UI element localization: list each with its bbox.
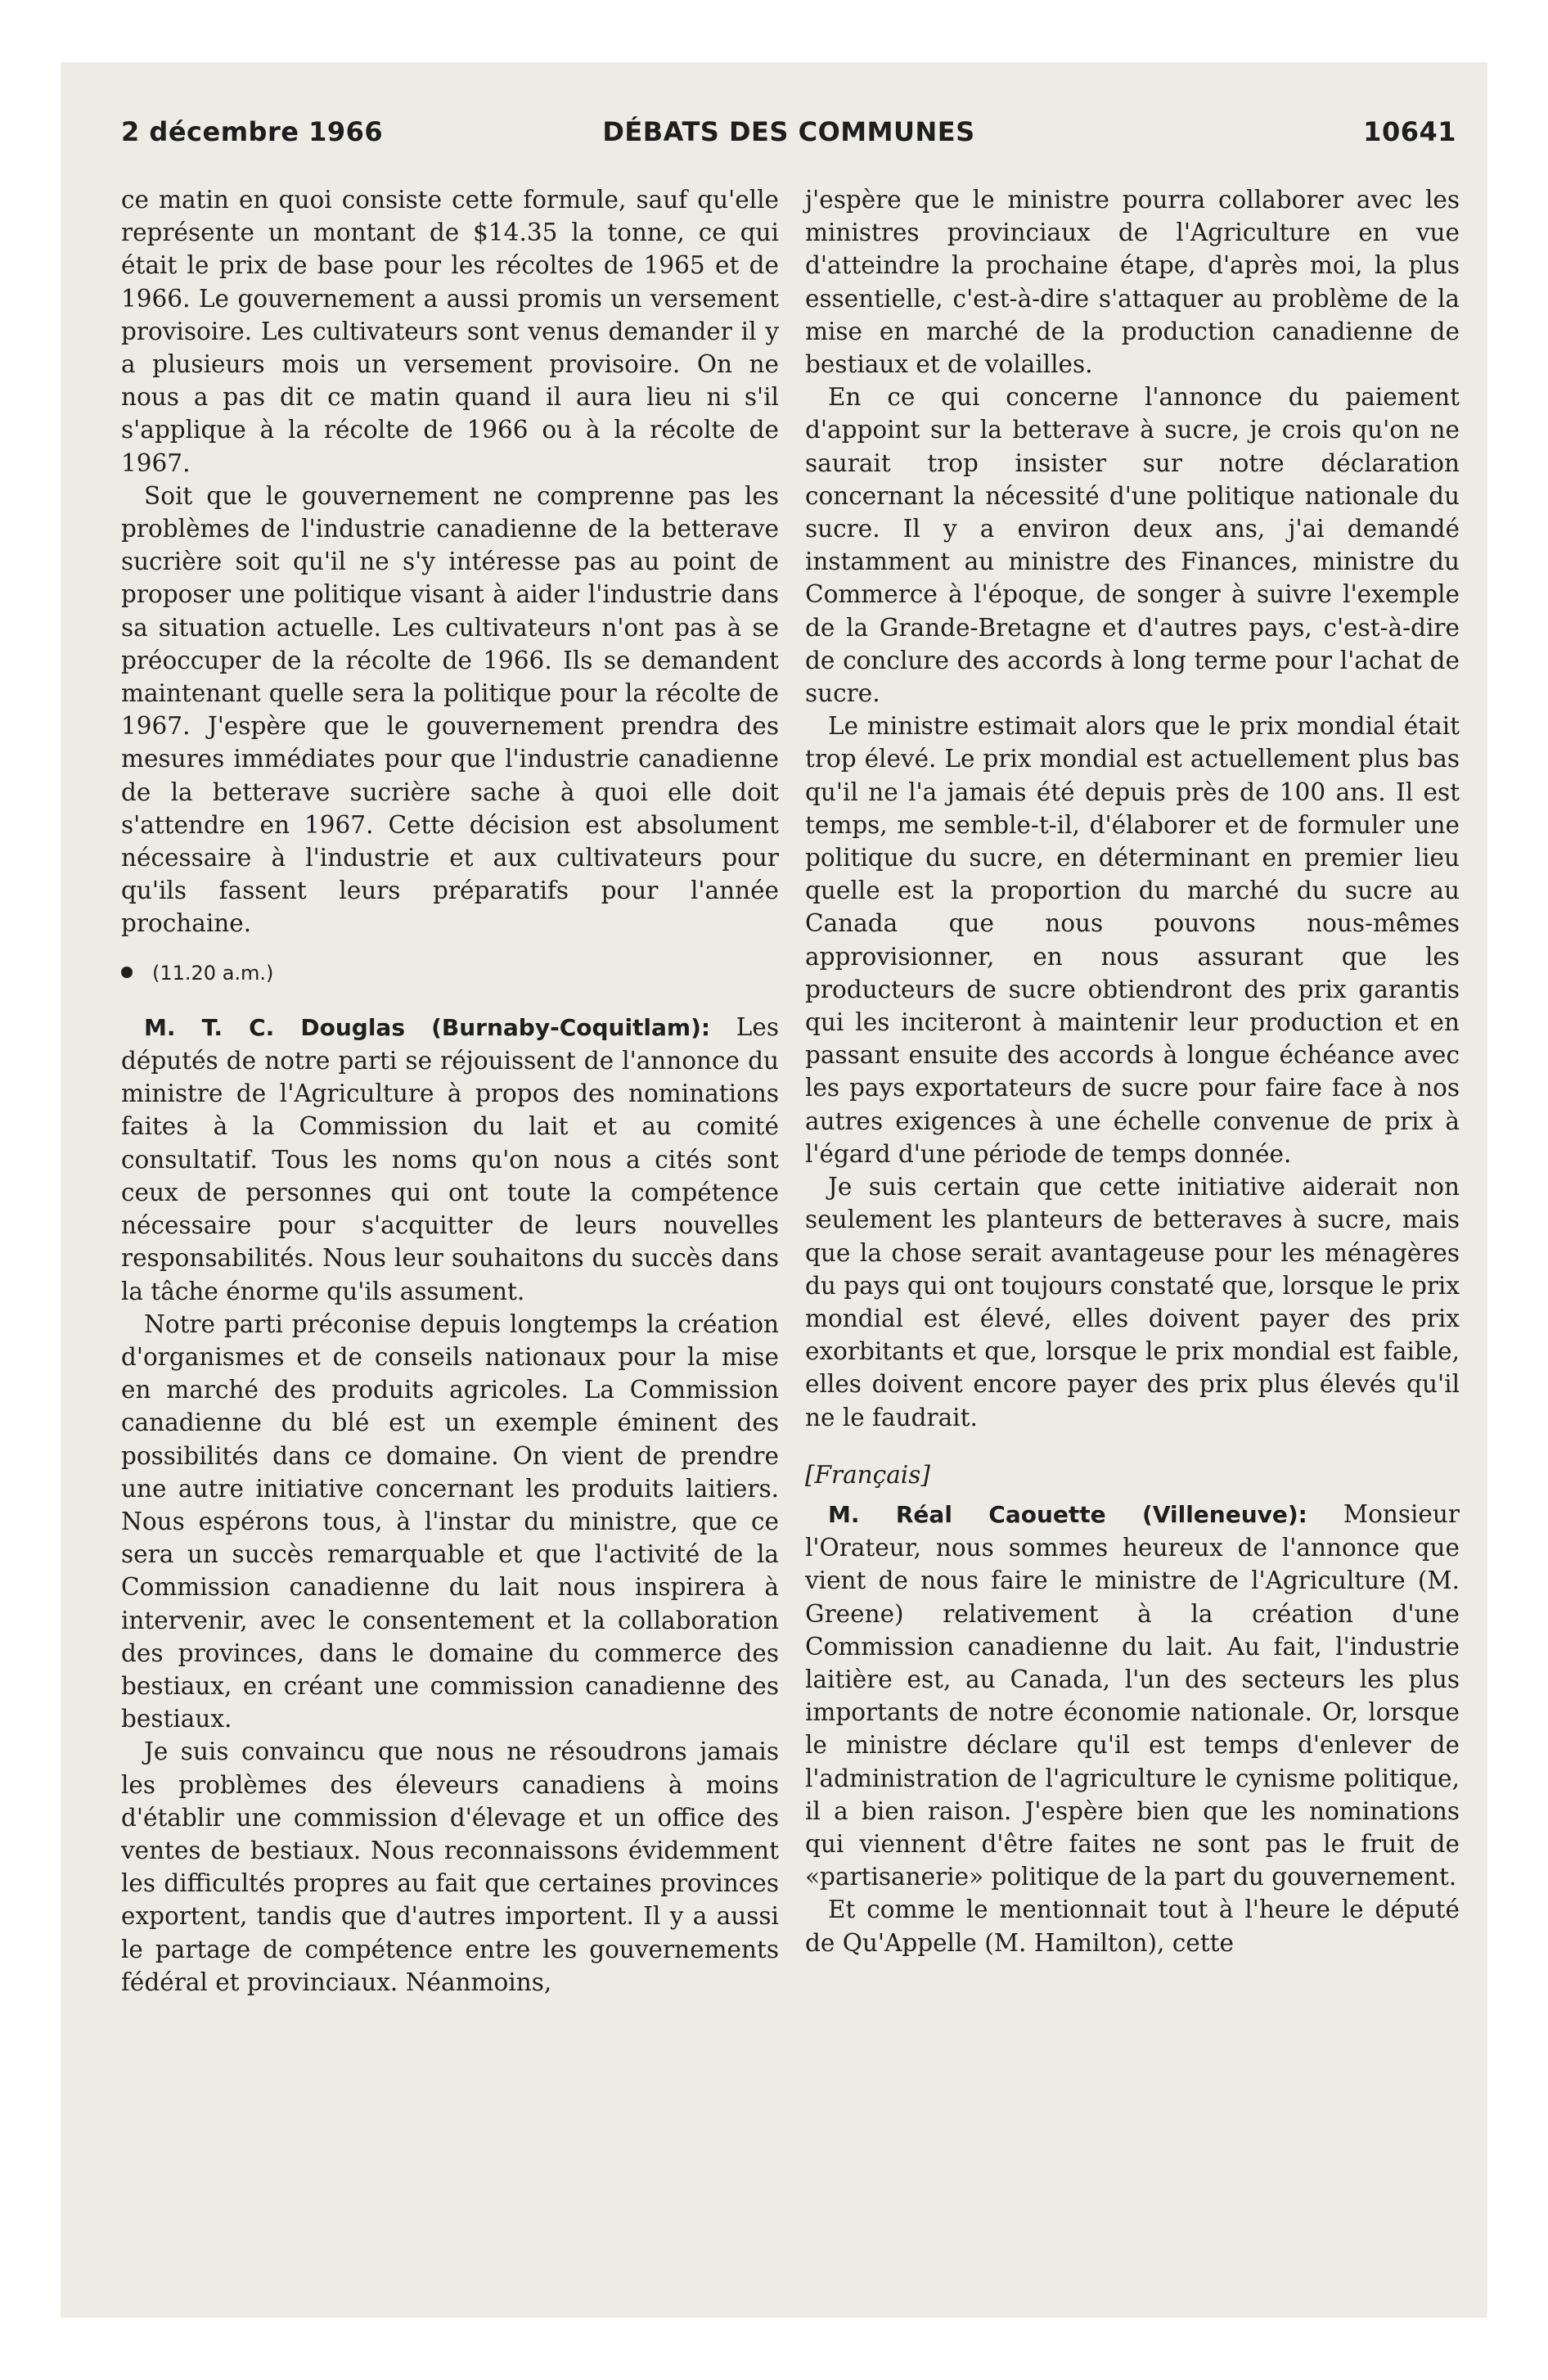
paragraph: j'espère que le ministre pourra collaborer avec les ministres provinciaux de l'Agriculture en vue d'atteindre la prochaine étape, d'après moi, la plus essentielle, c'est-à-dire s'attaquer au problème de la mise en marché de la production canadienne de bestiaux et de volailles. <box>805 186 1460 379</box>
paragraph: Je suis certain que cette initiative aiderait non seulement les planteurs de betteraves à sucre, mais que la chose serait avantageuse pour les ménagères du pays qui ont toujours constaté que, lorsque le prix mondial est élevé, elles doivent payer des prix exorbitants et que, lorsque le prix mondial est faible, elles doivent encore payer des prix plus élevés qu'il ne le faudrait. <box>805 1173 1460 1431</box>
language-marker: [Français] <box>805 1460 930 1489</box>
speech-text: Monsieur l'Orateur, nous sommes heureux de l'annonce que vient de nous faire le ministre de l'Agriculture (M. Greene) relativement à la création d'une Commission canadienne du lait. Au fait, l'industrie laitière est, au Canada, l'un des secteurs les plus importants de notre économie nationale. Or, lorsque le ministre déclare qu'il est temps d'enlever de l'administration de l'agriculture le cynisme politique, il a bien raison. J'espère bien que les nominations qui viennent d'être faites ne sont pas le fruit de «partisanerie» politique de la part du gouvernement. <box>805 1499 1460 1891</box>
header-date: 2 décembre 1966 <box>121 116 384 147</box>
paragraph: Et comme le mentionnait tout à l'heure le député de Qu'Appelle (M. Hamilton), cette <box>805 1895 1460 1957</box>
right-column <box>805 183 1460 1959</box>
paragraph: Soit que le gouvernement ne comprenne pas les problèmes de l'industrie canadienne de la betterave sucrière soit qu'il ne s'y intéresse pas au point de proposer une politique visant à aider l'industrie dans sa situation actuelle. Les cultivateurs n'ont pas à se préoccuper de la récolte de 1966. Ils se demandent maintenant quelle sera la politique pour la récolte de 1967. J'espère que le gouvernement prendra des mesures immédiates pour que l'industrie canadienne de la betterave sucrière sache à quoi elle doit s'attendre en 1967. Cette décision est absolument nécessaire à l'industrie et aux cultivateurs pour qu'ils fassent leurs préparatifs pour l'année prochaine. <box>121 481 779 938</box>
bullet-icon <box>121 967 133 978</box>
speech-paragraph <box>805 1498 1460 1893</box>
time-stamp-text: (11.20 a.m.) <box>152 961 274 985</box>
speaker-name: M. Réal Caouette (Villeneuve): <box>828 1500 1307 1528</box>
header-page-number: 10641 <box>1363 116 1456 147</box>
paragraph: Je suis convaincu que nous ne résoudrons jamais les problèmes des éleveurs canadiens à moins d'établir une commission d'élevage et un office des ventes de bestiaux. Nous reconnaissons évidemment les difficultés propres au fait que certaines provinces exportent, tandis que d'autres importent. Il y a aussi le partage de compétence entre les gouvernements fédéral et provinciaux. Néanmoins, <box>121 1738 779 1996</box>
paragraph: Le ministre estimait alors que le prix mondial était trop élevé. Le prix mondial est actuellement plus bas qu'il ne l'a jamais été depuis près de 100 ans. Il est temps, me semble-t-il, d'élaborer et de formuler une politique du sucre, en déterminant en premier lieu quelle est la proportion du marché du sucre au Canada que nous pouvons nous-mêmes approvisionner, en nous assurant que les producteurs de sucre obtiendront des prix garantis qui les inciteront à maintenir leur production et en passant ensuite des accords à longue échéance avec les pays exportateurs de sucre pour faire face à nos autres exigences à une échelle convenue de prix à l'égard d'une période de temps donnée. <box>805 712 1460 1168</box>
time-stamp <box>121 957 779 989</box>
left-column <box>121 183 779 1999</box>
speech-paragraph <box>121 1011 779 1308</box>
speech-text: Les députés de notre parti se réjouissent de l'annonce du ministre de l'Agriculture à propos des nominations faites à la Commission du lait et au comité consultatif. Tous les noms qu'on nous a cités sont ceux de personnes qui ont toute la compétence nécessaire pour s'acquitter de leurs nouvelles responsabilités. Nous leur souhaitons du succès dans la tâche énorme qu'ils assument. <box>121 1012 779 1305</box>
header-title: DÉBATS DES COMMUNES <box>602 116 975 147</box>
speaker-name: M. T. C. Douglas (Burnaby-Coquitlam): <box>144 1013 711 1041</box>
paragraph: ce matin en quoi consiste cette formule, sauf qu'elle représente un montant de $14.35 la tonne, ce qui était le prix de base pour les récoltes de 1965 et de 1966. Le gouvernement a aussi promis un versement provisoire. Les cultivateurs sont venus demander il y a plusieurs mois un versement provisoire. On ne nous a pas dit ce matin quand il aura lieu ni s'il s'applique à la récolte de 1966 ou à la récolte de 1967. <box>121 186 779 477</box>
paragraph: En ce qui concerne l'annonce du paiement d'appoint sur la betterave à sucre, je crois qu'on ne saurait trop insister sur notre déclaration concernant la nécessité d'une politique nationale du sucre. Il y a environ deux ans, j'ai demandé instamment au ministre des Finances, ministre du Commerce à l'époque, de songer à suivre l'exemple de la Grande-Bretagne et d'autres pays, c'est-à-dire de conclure des accords à long terme pour l'achat de sucre. <box>805 383 1460 708</box>
paragraph: Notre parti préconise depuis longtemps la création d'organismes et de conseils nationaux pour la mise en marché des produits agricoles. La Commission canadienne du blé est un exemple éminent des possibilités dans ce domaine. On vient de prendre une autre initiative concernant les produits laitiers. Nous espérons tous, à l'instar du ministre, que ce sera un succès remarquable et que l'activité de la Commission canadienne du lait nous inspirera à intervenir, avec le consentement et la collaboration des provinces, dans le domaine du commerce des bestiaux, en créant une commission canadienne des bestiaux. <box>121 1309 779 1733</box>
page-header <box>121 116 1456 165</box>
